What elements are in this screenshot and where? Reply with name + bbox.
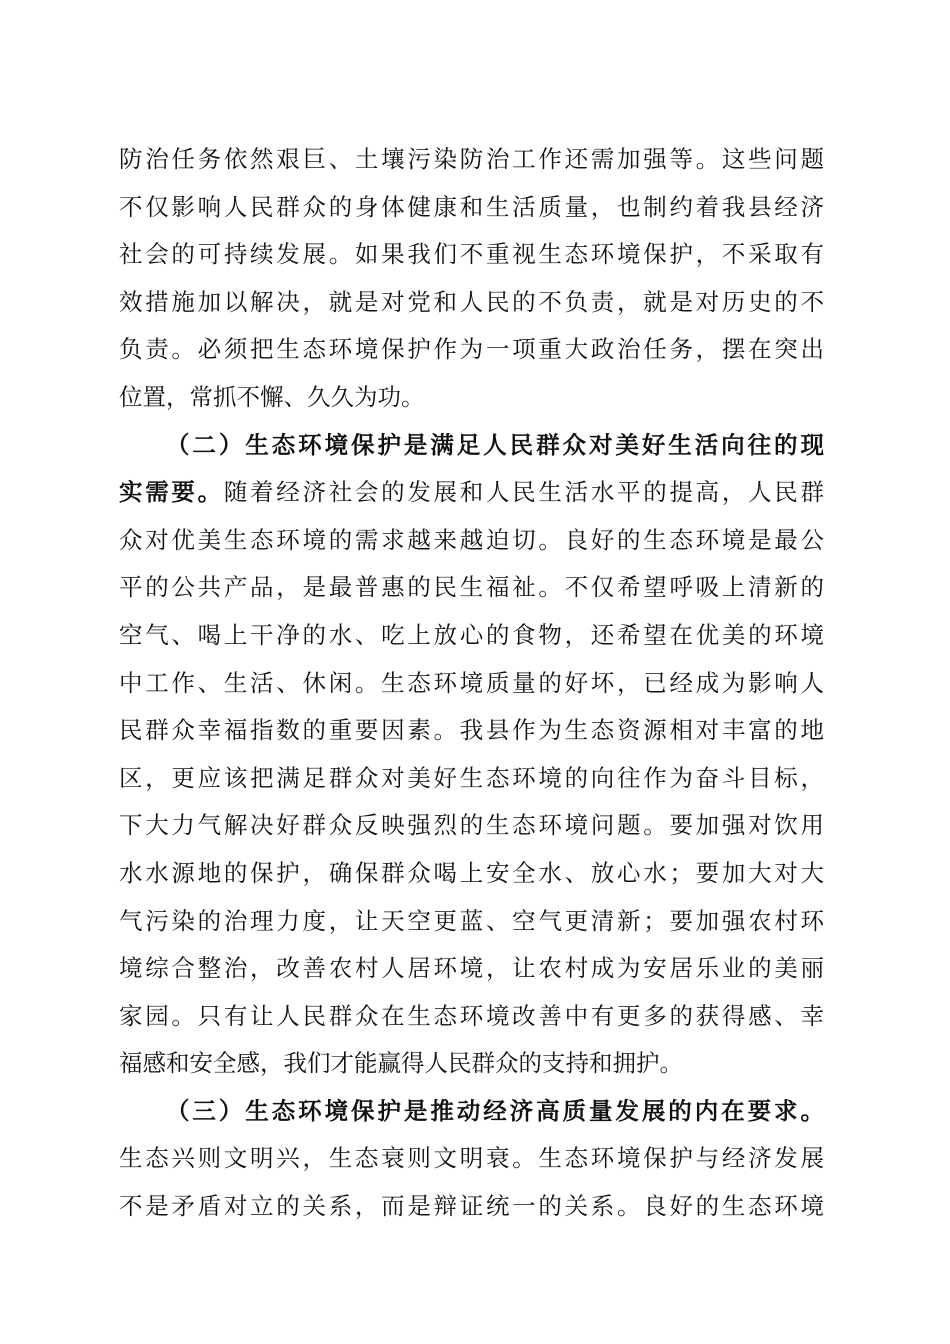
paragraph-2-line-3: 众对优美生态环境的需求越来越迫切。良好的生态环境是最公 (119, 525, 824, 554)
section-3-heading: （三）生态环境保护是推动经济高质量发展的内在要求。 (166, 1096, 824, 1125)
paragraph-2-line-12: 境综合整治，改善农村人居环境，让农村成为安居乐业的美丽 (119, 954, 824, 983)
paragraph-1-line-4: 效措施加以解决，就是对党和人民的不负责，就是对历史的不 (119, 287, 824, 316)
document-page (119, 136, 824, 1231)
paragraph-2-line-9: 下大力气解决好群众反映强烈的生态环境问题。要加强对饮用 (119, 811, 824, 840)
paragraph-3-line-2: 生态兴则文明兴，生态衰则文明衰。生态环境保护与经济发展 (119, 1144, 824, 1173)
paragraph-2-line-11: 气污染的治理力度，让天空更蓝、空气更清新；要加强农村环 (119, 906, 824, 935)
paragraph-2-line-8: 区，更应该把满足群众对美好生态环境的向往作为奋斗目标， (119, 763, 824, 792)
paragraph-2-line-2-text: 随着经济社会的发展和人民生活水平的提高，人民群 (223, 478, 824, 507)
paragraph-2-line-7: 民群众幸福指数的重要因素。我县作为生态资源相对丰富的地 (119, 716, 824, 745)
paragraph-2-line-13: 家园。只有让人民群众在生态环境改善中有更多的获得感、幸 (119, 1001, 824, 1030)
paragraph-1-line-5: 负责。必须把生态环境保护作为一项重大政治任务，摆在突出 (119, 335, 824, 364)
paragraph-2-line-14: 福感和安全感，我们才能赢得人民群众的支持和拥护。 (119, 1049, 683, 1078)
paragraph-1-line-3: 社会的可持续发展。如果我们不重视生态环境保护，不采取有 (119, 240, 824, 269)
section-2-heading: （二）生态环境保护是满足人民群众对美好生活向往的现 (166, 430, 824, 459)
paragraph-2-line-4: 平的公共产品，是最普惠的民生福祉。不仅希望呼吸上清新的 (119, 573, 824, 602)
paragraph-2-line-5: 空气、喝上干净的水、吃上放心的食物，还希望在优美的环境 (119, 620, 824, 649)
paragraph-2-line-10: 水水源地的保护，确保群众喝上安全水、放心水；要加大对大 (119, 858, 824, 887)
paragraph-1-line-2: 不仅影响人民群众的身体健康和生活质量，也制约着我县经济 (119, 192, 824, 221)
paragraph-2-line-2 (119, 469, 824, 517)
section-2-heading-end: 实需要。 (119, 478, 224, 507)
paragraph-2-line-6: 中工作、生活、休闲。生态环境质量的好坏，已经成为影响人 (119, 668, 824, 697)
paragraph-1-line-1: 防治任务依然艰巨、土壤污染防治工作还需加强等。这些问题 (119, 145, 824, 173)
paragraph-1-line-6: 位置，常抓不懈、久久为功。 (119, 382, 425, 411)
paragraph-3-line-3: 不是矛盾对立的关系，而是辩证统一的关系。良好的生态环境 (119, 1192, 824, 1221)
